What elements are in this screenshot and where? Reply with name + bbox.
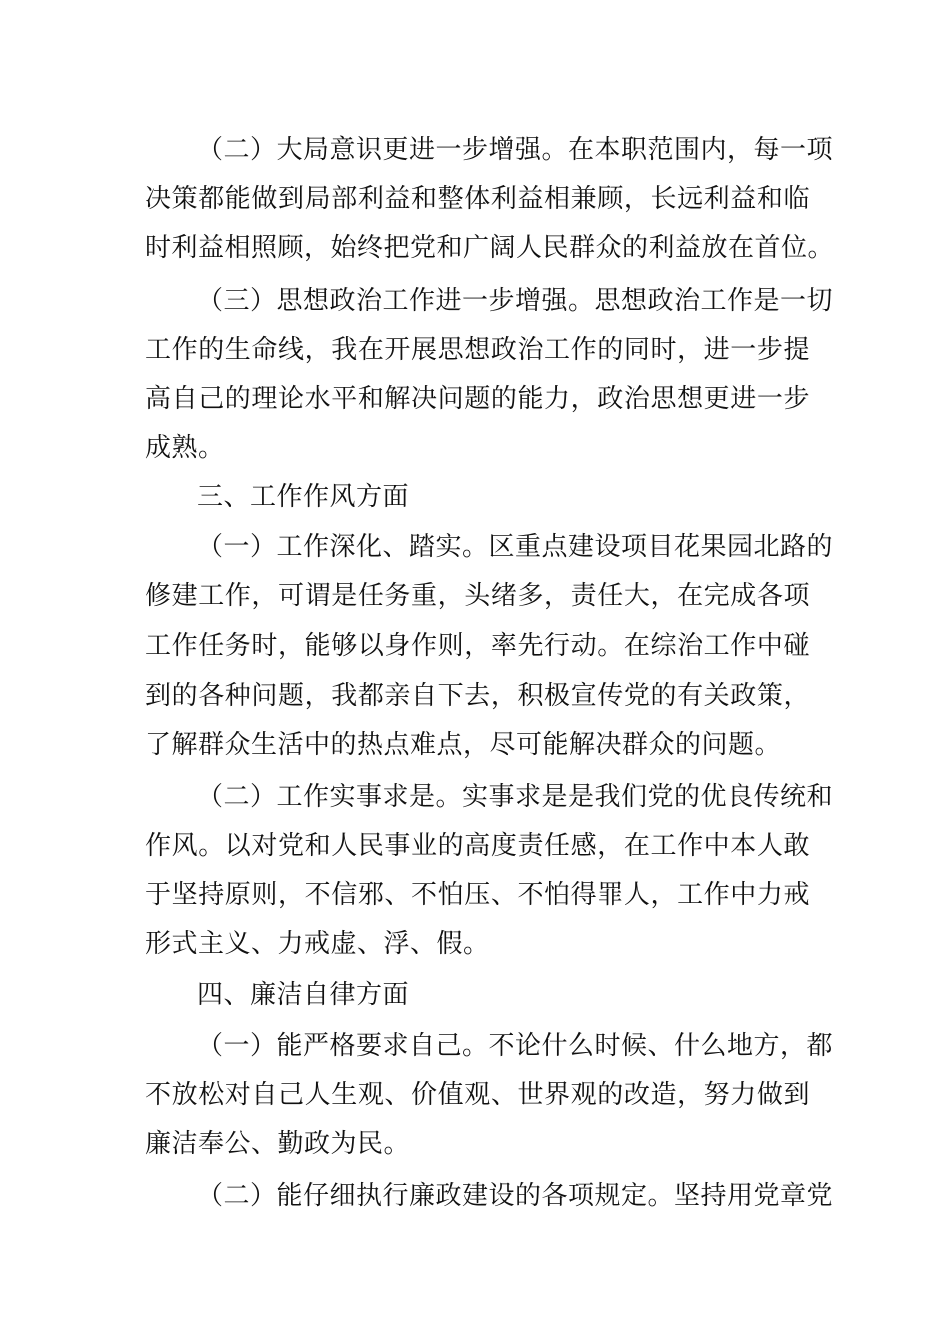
paragraph-line: 于坚持原则，不信邪、不怕压、不怕得罪人，工作中力戒 xyxy=(145,880,810,910)
paragraph-line: 成熟。 xyxy=(145,433,225,463)
paragraph-line: 修建工作，可谓是任务重，头绪多，责任大，在完成各项 xyxy=(145,581,810,611)
section-heading: 四、廉洁自律方面 xyxy=(197,980,410,1010)
paragraph-line: （二）能仔细执行廉政建设的各项规定。坚持用党章党 xyxy=(197,1181,834,1211)
paragraph-line: 到的各种问题，我都亲自下去，积极宣传党的有关政策， xyxy=(145,681,810,711)
paragraph-line: 工作的生命线，我在开展思想政治工作的同时，进一步提 xyxy=(145,335,810,365)
paragraph-line: （二）工作实事求是。实事求是是我们党的优良传统和 xyxy=(197,782,834,812)
paragraph-line: 廉洁奉公、勤政为民。 xyxy=(145,1129,411,1159)
paragraph-line: （一）能严格要求自己。不论什么时候、什么地方，都 xyxy=(197,1031,834,1061)
paragraph-line: （三）思想政治工作进一步增强。思想政治工作是一切 xyxy=(197,286,834,316)
paragraph-line: 时利益相照顾，始终把党和广阔人民群众的利益放在首位。 xyxy=(145,233,835,263)
paragraph-line: 决策都能做到局部利益和整体利益相兼顾，长远利益和临 xyxy=(145,184,810,214)
paragraph-line: （二）大局意识更进一步增强。在本职范围内，每一项 xyxy=(197,135,834,165)
paragraph-line: （一）工作深化、踏实。区重点建设项目花果园北路的 xyxy=(197,532,834,562)
paragraph-line: 高自己的理论水平和解决问题的能力，政治思想更进一步 xyxy=(145,384,810,414)
section-heading: 三、工作作风方面 xyxy=(197,482,410,512)
paragraph-line: 工作任务时，能够以身作则，率先行动。在综治工作中碰 xyxy=(145,631,810,661)
paragraph-line: 作风。以对党和人民事业的高度责任感，在工作中本人敢 xyxy=(145,831,810,861)
paragraph-line: 形式主义、力戒虚、浮、假。 xyxy=(145,929,490,959)
paragraph-line: 了解群众生活中的热点难点，尽可能解决群众的问题。 xyxy=(145,730,782,760)
paragraph-line: 不放松对自己人生观、价值观、世界观的改造，努力做到 xyxy=(145,1080,810,1110)
